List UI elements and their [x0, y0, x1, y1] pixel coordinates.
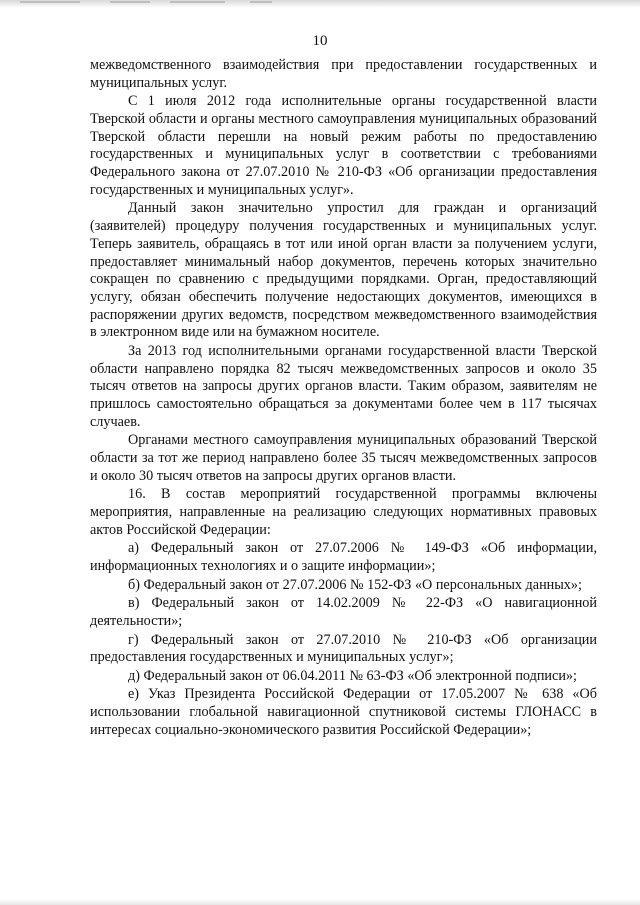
list-item-b: б) Федеральный закон от 27.07.2006 № 152-ФЗ «О персональных данных»; — [128, 576, 582, 593]
paragraph-regime-change: С 1 июля 2012 года исполнительные органы государственной власти Тверской области и органы местного самоуправления муниципальных образований Тверской области перешли на новый режим работы по предоставлению государственных и муниципальных услуг в соответствии с требованиями Федерального закона от 27.07.2010 № 210-ФЗ «Об организации предоставления государственных и муниципальных услуг». — [90, 93, 597, 198]
list-item-a: а) Федеральный закон от 27.07.2006 № 149-ФЗ «Об информации, информационных технологиях и о защите информации»; — [90, 540, 597, 575]
list-item-g: г) Федеральный закон от 27.07.2010 № 210-ФЗ «Об организации предоставления государственных и муниципальных услуг»; — [90, 631, 597, 666]
list-item-d: д) Федеральный закон от 06.04.2011 № 63-ФЗ «Об электронной подписи»; — [128, 667, 577, 684]
paragraph-continuation: межведомственного взаимодействия при предоставлении государственных и муниципальных услуг. — [90, 57, 597, 91]
paragraph-regional-statistics: За 2013 год исполнительными органами государственной власти Тверской области направлено порядка 82 тысяч межведомственных запросов и около 35 тысяч ответов на запросы других органов власти. Таким образом, заявителям не пришлось самостоятельно обращаться за документами более чем в 117 тысячах случаев. — [90, 342, 597, 430]
paragraph-municipal-statistics: Органами местного самоуправления муниципальных образований Тверской области за тот же период направлено более 35 тысяч межведомственных запросов и около 30 тысяч ответов на запросы других органов власти. — [90, 432, 597, 484]
scan-bottom-edge — [0, 899, 640, 905]
scan-top-edge — [0, 0, 640, 8]
list-item-e: е) Указ Президента Российской Федерации от 17.05.2007 № 638 «Об использовании глобальной навигационной спутниковой системы ГЛОНАСС в интересах социально-экономического развития Российской Федерации»; — [90, 686, 597, 738]
list-item-v: в) Федеральный закон от 14.02.2009 № 22-ФЗ «О навигационной деятельности»; — [90, 595, 597, 629]
page-number: 10 — [312, 33, 328, 49]
document-body — [90, 57, 597, 740]
paragraph-section-16: 16. В состав мероприятий государственной программы включены мероприятия, направленные на реализацию следующих нормативных правовых актов Российской Федерации: — [90, 486, 597, 538]
paragraph-law-simplification: Данный закон значительно упростил для граждан и организаций (заявителей) процедуру получения государственных и муниципальных услуг. Теперь заявитель, обращаясь в тот или иной орган власти за получением услуги, предоставляет минимальный набор документов, перечень которых значительно сокращен по сравнению с предыдущими порядками. Орган, предоставляющий услугу, обязан обеспечить получение недостающих документов, имеющихся в распоряжении других ведомств, посредством межведомственного взаимодействия в электронном виде или на бумажном носителе. — [90, 200, 597, 341]
